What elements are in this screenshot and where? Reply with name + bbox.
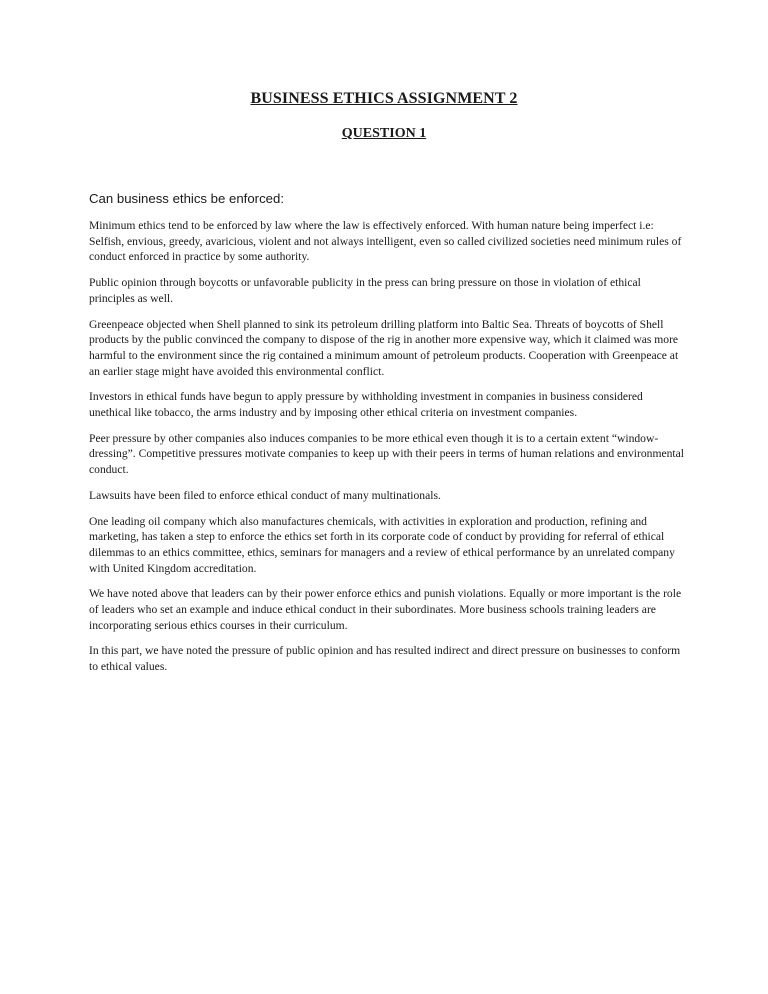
paragraph-public-opinion: Public opinion through boycotts or unfavorable publicity in the press can bring pressure on those in violation of ethical principles as well. [89,276,641,305]
paragraph-conclusion: In this part, we have noted the pressure of public opinion and has resulted indirect and direct pressure on businesses to conform to ethical values. [89,644,681,674]
paragraph-oil-company: One leading oil company which also manufactures chemicals, with activities in exploration and production, refining and marketing, has taken a step to enforce the ethics set forth in its corporate code of conduct by providing for referral of ethical dilemmas to an ethics committee, ethics, seminars for managers and a review of ethical performance by an unrelated company with United Kingdom accreditation. [89,514,675,575]
question-heading: QUESTION 1 [341,126,427,141]
paragraph-leaders: We have noted above that leaders can by their power enforce ethics and punish violations. Equally or more important is the role of leaders who set an example and induce ethical conduct in their subordinates. More business schools training leaders are incorporating serious ethics courses in their curriculum. [89,587,682,632]
document-body [89,190,685,685]
paragraph-peer-pressure: Peer pressure by other companies also induces companies to be more ethical even though it is to a certain extent “window-dressing”. Competitive pressures motivate companies to keep up with their peers in terms of human relations and environmental conduct. [89,431,684,477]
paragraph-greenpeace: Greenpeace objected when Shell planned to sink its petroleum drilling platform into Baltic Sea. Threats of boycotts of Shell products by the public convinced the company to dispose of the rig in another more expensive way, which it claimed was more harmful to the environment since the rig contained a minimum amount of petroleum products. Cooperation with Greenpeace at an earlier stage might have avoided this environmental conflict. [89,317,679,378]
paragraph-investors: Investors in ethical funds have begun to apply pressure by withholding investment in companies in business considered unethical like tobacco, the arms industry and by imposing other ethical criteria on investment companies. [89,390,643,420]
intro-question: Can business ethics be enforced: [89,191,284,206]
paragraph-lawsuits: Lawsuits have been filed to enforce ethical conduct of many multinationals. [89,488,441,502]
document-title: BUSINESS ETHICS ASSIGNMENT 2 [250,90,518,107]
paragraph-law-enforcement: Minimum ethics tend to be enforced by law where the law is effectively enforced. With human nature being imperfect i.e: Selfish, envious, greedy, avaricious, violent and not always intelligent, even so called civilized societies need minimum rules of conduct enforced in practice by some authority. [89,219,682,264]
